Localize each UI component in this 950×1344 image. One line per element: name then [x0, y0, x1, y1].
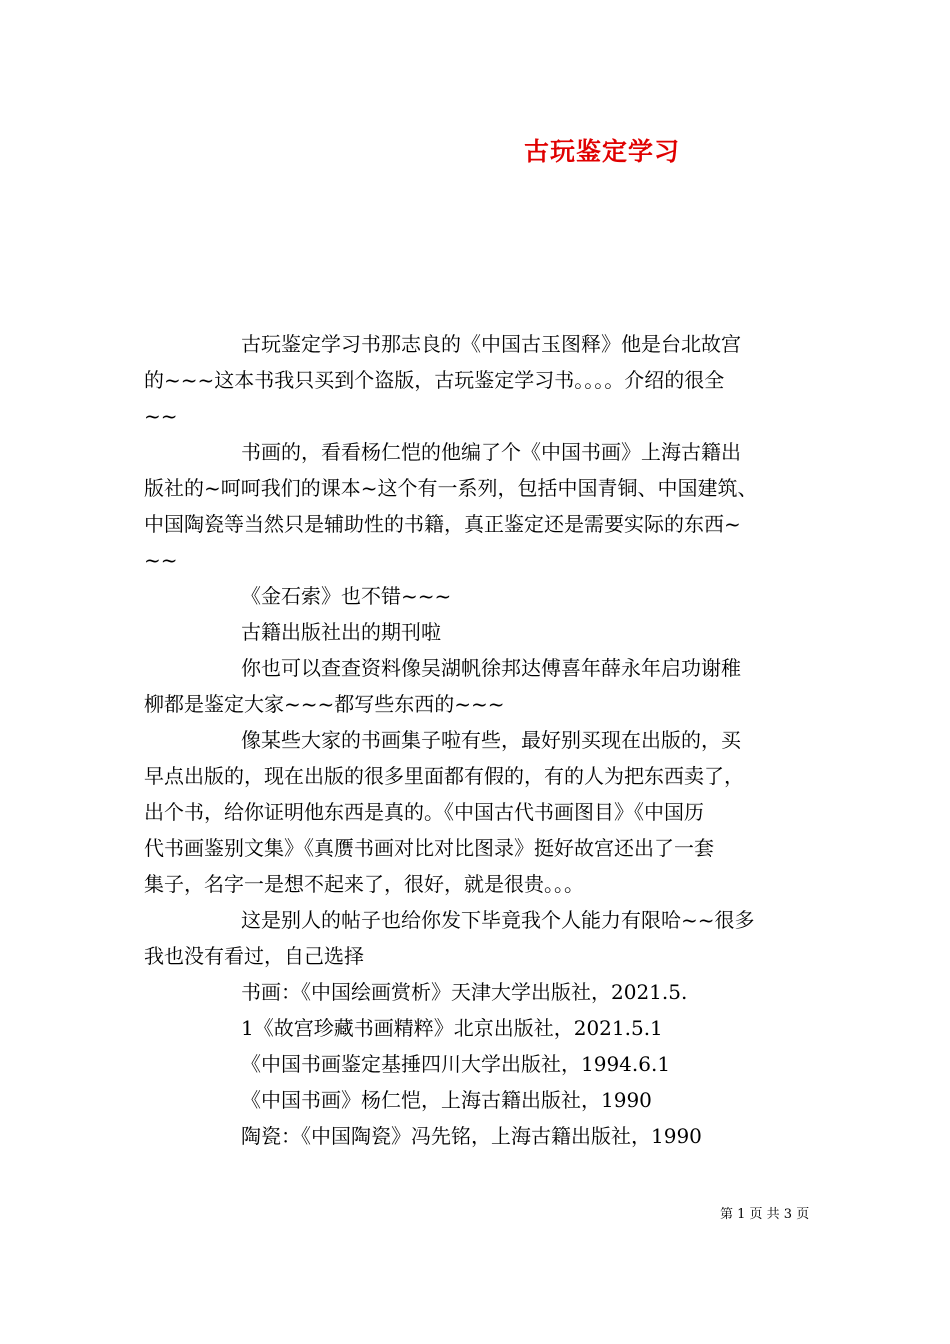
text-line: 像某些大家的书画集子啦有些，最好别买现在出版的，买: [241, 728, 741, 752]
document-body: [144, 326, 810, 1154]
text-line: 古籍出版社出的期刊啦: [241, 620, 441, 644]
text-line: 代书画鉴别文集》《真赝书画对比对比图录》挺好故宫还出了一套: [144, 836, 714, 860]
text-line: 古玩鉴定学习书那志良的《中国古玉图释》他是台北故宫: [241, 332, 741, 356]
text-line: 集子，名字一是想不起来了，很好，就是很贵。。。: [144, 872, 584, 896]
text-line: 《金石索》也不错~~~: [241, 584, 452, 608]
text-line: 陶瓷：《中国陶瓷》冯先铭，上海古籍出版社，1990: [241, 1124, 702, 1148]
text-line: 的~~~这本书我只买到个盗版，古玩鉴定学习书。。。。介绍的很全: [144, 368, 725, 392]
text-line: ~~: [144, 404, 178, 428]
text-line: ~~: [144, 548, 178, 572]
text-line: 早点出版的，现在出版的很多里面都有假的，有的人为把东西卖了，: [144, 764, 744, 788]
text-line: 你也可以查查资料像吴湖帆徐邦达傅喜年薛永年启功谢稚: [241, 656, 741, 680]
document-title: 古玩鉴定学习: [523, 137, 680, 166]
text-line: 出个书，给你证明他东西是真的。《中国古代书画图目》《中国历: [144, 800, 704, 824]
text-line: 这是别人的帖子也给你发下毕竟我个人能力有限哈~~很多: [241, 908, 755, 932]
text-line: 书画的，看看杨仁恺的他编了个《中国书画》上海古籍出: [241, 440, 741, 464]
text-line: 中国陶瓷等当然只是辅助性的书籍，真正鉴定还是需要实际的东西~: [144, 512, 741, 536]
text-line: 我也没有看过，自己选择: [144, 944, 364, 968]
text-line: 书画：《中国绘画赏析》天津大学出版社，2021.5.: [241, 980, 688, 1004]
text-line: 版社的~呵呵我们的课本~这个有一系列，包括中国青铜、中国建筑、: [144, 476, 758, 500]
text-line: 《中国书画》杨仁恺，上海古籍出版社，1990: [241, 1088, 652, 1112]
text-line: 1《故宫珍藏书画精粹》北京出版社，2021.5.1: [241, 1016, 663, 1040]
text-line: 柳都是鉴定大家~~~都写些东西的~~~: [144, 692, 505, 716]
text-line: 《中国书画鉴定基捶四川大学出版社，1994.6.1: [241, 1052, 671, 1076]
page-footer: 第 1 页 共 3 页: [720, 1207, 810, 1222]
